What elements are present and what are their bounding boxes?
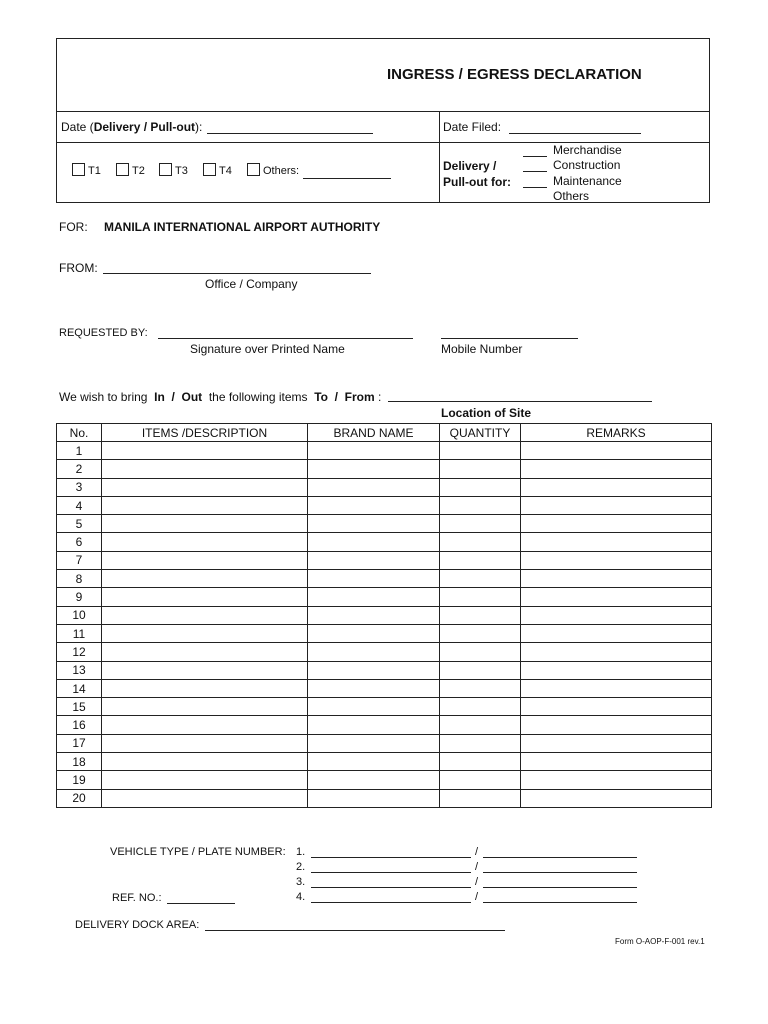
table-row (57, 515, 712, 533)
date-label: Date (Delivery / Pull-out): (61, 120, 203, 134)
signature-field[interactable] (158, 338, 413, 339)
items-cell[interactable] (102, 716, 308, 734)
brand-cell[interactable] (308, 551, 440, 569)
quantity-cell[interactable] (440, 753, 521, 771)
row-number: 13 (57, 661, 102, 679)
quantity-cell[interactable] (440, 698, 521, 716)
table-row (57, 460, 712, 478)
from-caption: Office / Company (205, 277, 298, 291)
date-filed-field[interactable] (509, 133, 641, 134)
checkbox-t1[interactable] (72, 163, 85, 176)
remarks-cell[interactable] (521, 734, 712, 752)
items-cell[interactable] (102, 661, 308, 679)
row-number: 15 (57, 698, 102, 716)
items-cell[interactable] (102, 643, 308, 661)
vehicle-slash-3: / (475, 876, 479, 888)
form-title: INGRESS / EGRESS DECLARATION (387, 66, 642, 83)
date-filed-label: Date Filed: (443, 120, 502, 134)
header-divider (57, 111, 709, 112)
brand-cell[interactable] (308, 789, 440, 807)
items-cell[interactable] (102, 588, 308, 606)
table-row (57, 734, 712, 752)
row-number: 19 (57, 771, 102, 789)
remarks-cell[interactable] (521, 442, 712, 460)
items-cell[interactable] (102, 570, 308, 588)
brand-cell[interactable] (308, 496, 440, 514)
date-field[interactable] (207, 133, 373, 134)
t4-label: T4 (219, 165, 232, 177)
quantity-cell[interactable] (440, 551, 521, 569)
ref-no-field[interactable] (167, 903, 235, 904)
t2-label: T2 (132, 165, 145, 177)
checkbox-t2[interactable] (116, 163, 129, 176)
table-row (57, 588, 712, 606)
quantity-cell[interactable] (440, 478, 521, 496)
table-row (57, 496, 712, 514)
remarks-cell[interactable] (521, 789, 712, 807)
t1-label: T1 (88, 165, 101, 177)
table-row (57, 753, 712, 771)
brand-cell[interactable] (308, 533, 440, 551)
purpose-others: Others (553, 189, 590, 203)
plate-number-field-1[interactable] (483, 857, 637, 858)
items-cell[interactable] (102, 624, 308, 642)
vehicle-number-3: 3. (296, 876, 306, 888)
brand-cell[interactable] (308, 661, 440, 679)
items-cell[interactable] (102, 606, 308, 624)
row-number: 3 (57, 478, 102, 496)
brand-cell[interactable] (308, 734, 440, 752)
items-cell[interactable] (102, 734, 308, 752)
plate-number-field-2[interactable] (483, 872, 637, 873)
vehicle-type-field-2[interactable] (311, 872, 471, 873)
vehicle-label: VEHICLE TYPE / PLATE NUMBER: (110, 846, 286, 858)
plate-number-field-3[interactable] (483, 887, 637, 888)
remarks-cell[interactable] (521, 643, 712, 661)
brand-cell[interactable] (308, 716, 440, 734)
for-value: MANILA INTERNATIONAL AIRPORT AUTHORITY (104, 220, 381, 234)
brand-cell[interactable] (308, 606, 440, 624)
checkbox-t3[interactable] (159, 163, 172, 176)
purpose-merchandise-field[interactable] (523, 156, 547, 157)
quantity-cell[interactable] (440, 624, 521, 642)
row-number: 10 (57, 606, 102, 624)
brand-cell[interactable] (308, 515, 440, 533)
table-row (57, 643, 712, 661)
header-remarks: REMARKS (521, 424, 712, 442)
items-cell[interactable] (102, 551, 308, 569)
dock-label: DELIVERY DOCK AREA: (75, 919, 200, 931)
table-row (57, 478, 712, 496)
brand-cell[interactable] (308, 643, 440, 661)
remarks-cell[interactable] (521, 515, 712, 533)
purpose-construction-field[interactable] (523, 171, 547, 172)
items-cell[interactable] (102, 789, 308, 807)
remarks-cell[interactable] (521, 551, 712, 569)
quantity-cell[interactable] (440, 442, 521, 460)
items-cell[interactable] (102, 515, 308, 533)
row-number: 8 (57, 570, 102, 588)
remarks-cell[interactable] (521, 716, 712, 734)
brand-cell[interactable] (308, 460, 440, 478)
vehicle-number-1: 1. (296, 846, 306, 858)
items-cell[interactable] (102, 753, 308, 771)
header-quantity: QUANTITY (440, 424, 521, 442)
table-row (57, 606, 712, 624)
dock-field[interactable] (205, 930, 505, 931)
remarks-cell[interactable] (521, 588, 712, 606)
location-caption: Location of Site (441, 406, 531, 420)
quantity-cell[interactable] (440, 661, 521, 679)
remarks-cell[interactable] (521, 753, 712, 771)
row-number: 20 (57, 789, 102, 807)
brand-cell[interactable] (308, 698, 440, 716)
requested-by-label: REQUESTED BY: (59, 327, 148, 339)
vehicle-number-4: 4. (296, 891, 306, 903)
items-cell[interactable] (102, 496, 308, 514)
purpose-label-1: Delivery / (443, 159, 497, 173)
table-row (57, 533, 712, 551)
others-label: Others: (263, 165, 300, 177)
items-cell[interactable] (102, 533, 308, 551)
remarks-cell[interactable] (521, 533, 712, 551)
row-number: 14 (57, 679, 102, 697)
quantity-cell[interactable] (440, 716, 521, 734)
table-row (57, 442, 712, 460)
brand-cell[interactable] (308, 442, 440, 460)
checkbox-t4[interactable] (203, 163, 216, 176)
vehicle-slash-2: / (475, 861, 479, 873)
header-brand: BRAND NAME (308, 424, 440, 442)
row-number: 1 (57, 442, 102, 460)
row-number: 2 (57, 460, 102, 478)
quantity-cell[interactable] (440, 643, 521, 661)
items-cell[interactable] (102, 478, 308, 496)
row-number: 5 (57, 515, 102, 533)
remarks-cell[interactable] (521, 679, 712, 697)
row-number: 6 (57, 533, 102, 551)
purpose-maintenance-field[interactable] (523, 187, 547, 188)
purpose-others-field[interactable] (523, 202, 547, 203)
table-row (57, 789, 712, 807)
mobile-caption: Mobile Number (441, 342, 523, 356)
table-row (57, 771, 712, 789)
table-header-row (57, 424, 712, 442)
header-vdivider (439, 111, 440, 203)
vehicle-number-2: 2. (296, 861, 306, 873)
table-row (57, 661, 712, 679)
purpose-construction: Construction (553, 158, 621, 172)
table-row (57, 679, 712, 697)
ref-no-label: REF. NO.: (112, 892, 162, 904)
brand-cell[interactable] (308, 771, 440, 789)
remarks-cell[interactable] (521, 624, 712, 642)
items-cell[interactable] (102, 679, 308, 697)
brand-cell[interactable] (308, 624, 440, 642)
quantity-cell[interactable] (440, 496, 521, 514)
remarks-cell[interactable] (521, 606, 712, 624)
row-number: 12 (57, 643, 102, 661)
t3-label: T3 (175, 165, 188, 177)
remarks-cell[interactable] (521, 496, 712, 514)
brand-cell[interactable] (308, 570, 440, 588)
quantity-cell[interactable] (440, 771, 521, 789)
vehicle-type-field-4[interactable] (311, 902, 471, 903)
brand-cell[interactable] (308, 588, 440, 606)
quantity-cell[interactable] (440, 588, 521, 606)
header-no: No. (57, 424, 102, 442)
brand-cell[interactable] (308, 753, 440, 771)
mobile-field[interactable] (441, 338, 578, 339)
wish-statement: We wish to bring In / Out the following items To / From : (59, 390, 382, 404)
row-number: 17 (57, 734, 102, 752)
remarks-cell[interactable] (521, 661, 712, 679)
remarks-cell[interactable] (521, 570, 712, 588)
header-box (56, 38, 710, 203)
form-code: Form O-AOP-F-001 rev.1 (615, 937, 705, 946)
table-row (57, 716, 712, 734)
remarks-cell[interactable] (521, 771, 712, 789)
row-number: 18 (57, 753, 102, 771)
vehicle-type-field-1[interactable] (311, 857, 471, 858)
location-field[interactable] (388, 401, 652, 402)
checkbox-others[interactable] (247, 163, 260, 176)
items-cell[interactable] (102, 442, 308, 460)
row-number: 4 (57, 496, 102, 514)
vehicle-type-field-3[interactable] (311, 887, 471, 888)
remarks-cell[interactable] (521, 478, 712, 496)
items-cell[interactable] (102, 460, 308, 478)
purpose-label-2: Pull-out for: (443, 175, 511, 189)
row-number: 9 (57, 588, 102, 606)
quantity-cell[interactable] (440, 789, 521, 807)
table-row (57, 570, 712, 588)
plate-number-field-4[interactable] (483, 902, 637, 903)
row-number: 11 (57, 624, 102, 642)
brand-cell[interactable] (308, 478, 440, 496)
quantity-cell[interactable] (440, 460, 521, 478)
purpose-maintenance: Maintenance (553, 174, 622, 188)
remarks-cell[interactable] (521, 698, 712, 716)
quantity-cell[interactable] (440, 606, 521, 624)
row-number: 16 (57, 716, 102, 734)
from-field[interactable] (103, 273, 371, 274)
items-cell[interactable] (102, 698, 308, 716)
quantity-cell[interactable] (440, 679, 521, 697)
quantity-cell[interactable] (440, 734, 521, 752)
others-field[interactable] (303, 178, 391, 179)
vehicle-slash-1: / (475, 846, 479, 858)
for-label: FOR: (59, 220, 88, 234)
table-row (57, 698, 712, 716)
items-cell[interactable] (102, 771, 308, 789)
quantity-cell[interactable] (440, 570, 521, 588)
items-table (56, 423, 712, 808)
purpose-merchandise: Merchandise (553, 143, 622, 157)
quantity-cell[interactable] (440, 515, 521, 533)
from-label: FROM: (59, 261, 98, 275)
brand-cell[interactable] (308, 679, 440, 697)
table-row (57, 551, 712, 569)
vehicle-slash-4: / (475, 891, 479, 903)
signature-caption: Signature over Printed Name (190, 342, 345, 356)
quantity-cell[interactable] (440, 533, 521, 551)
remarks-cell[interactable] (521, 460, 712, 478)
header-items: ITEMS /DESCRIPTION (102, 424, 308, 442)
row-number: 7 (57, 551, 102, 569)
table-row (57, 624, 712, 642)
